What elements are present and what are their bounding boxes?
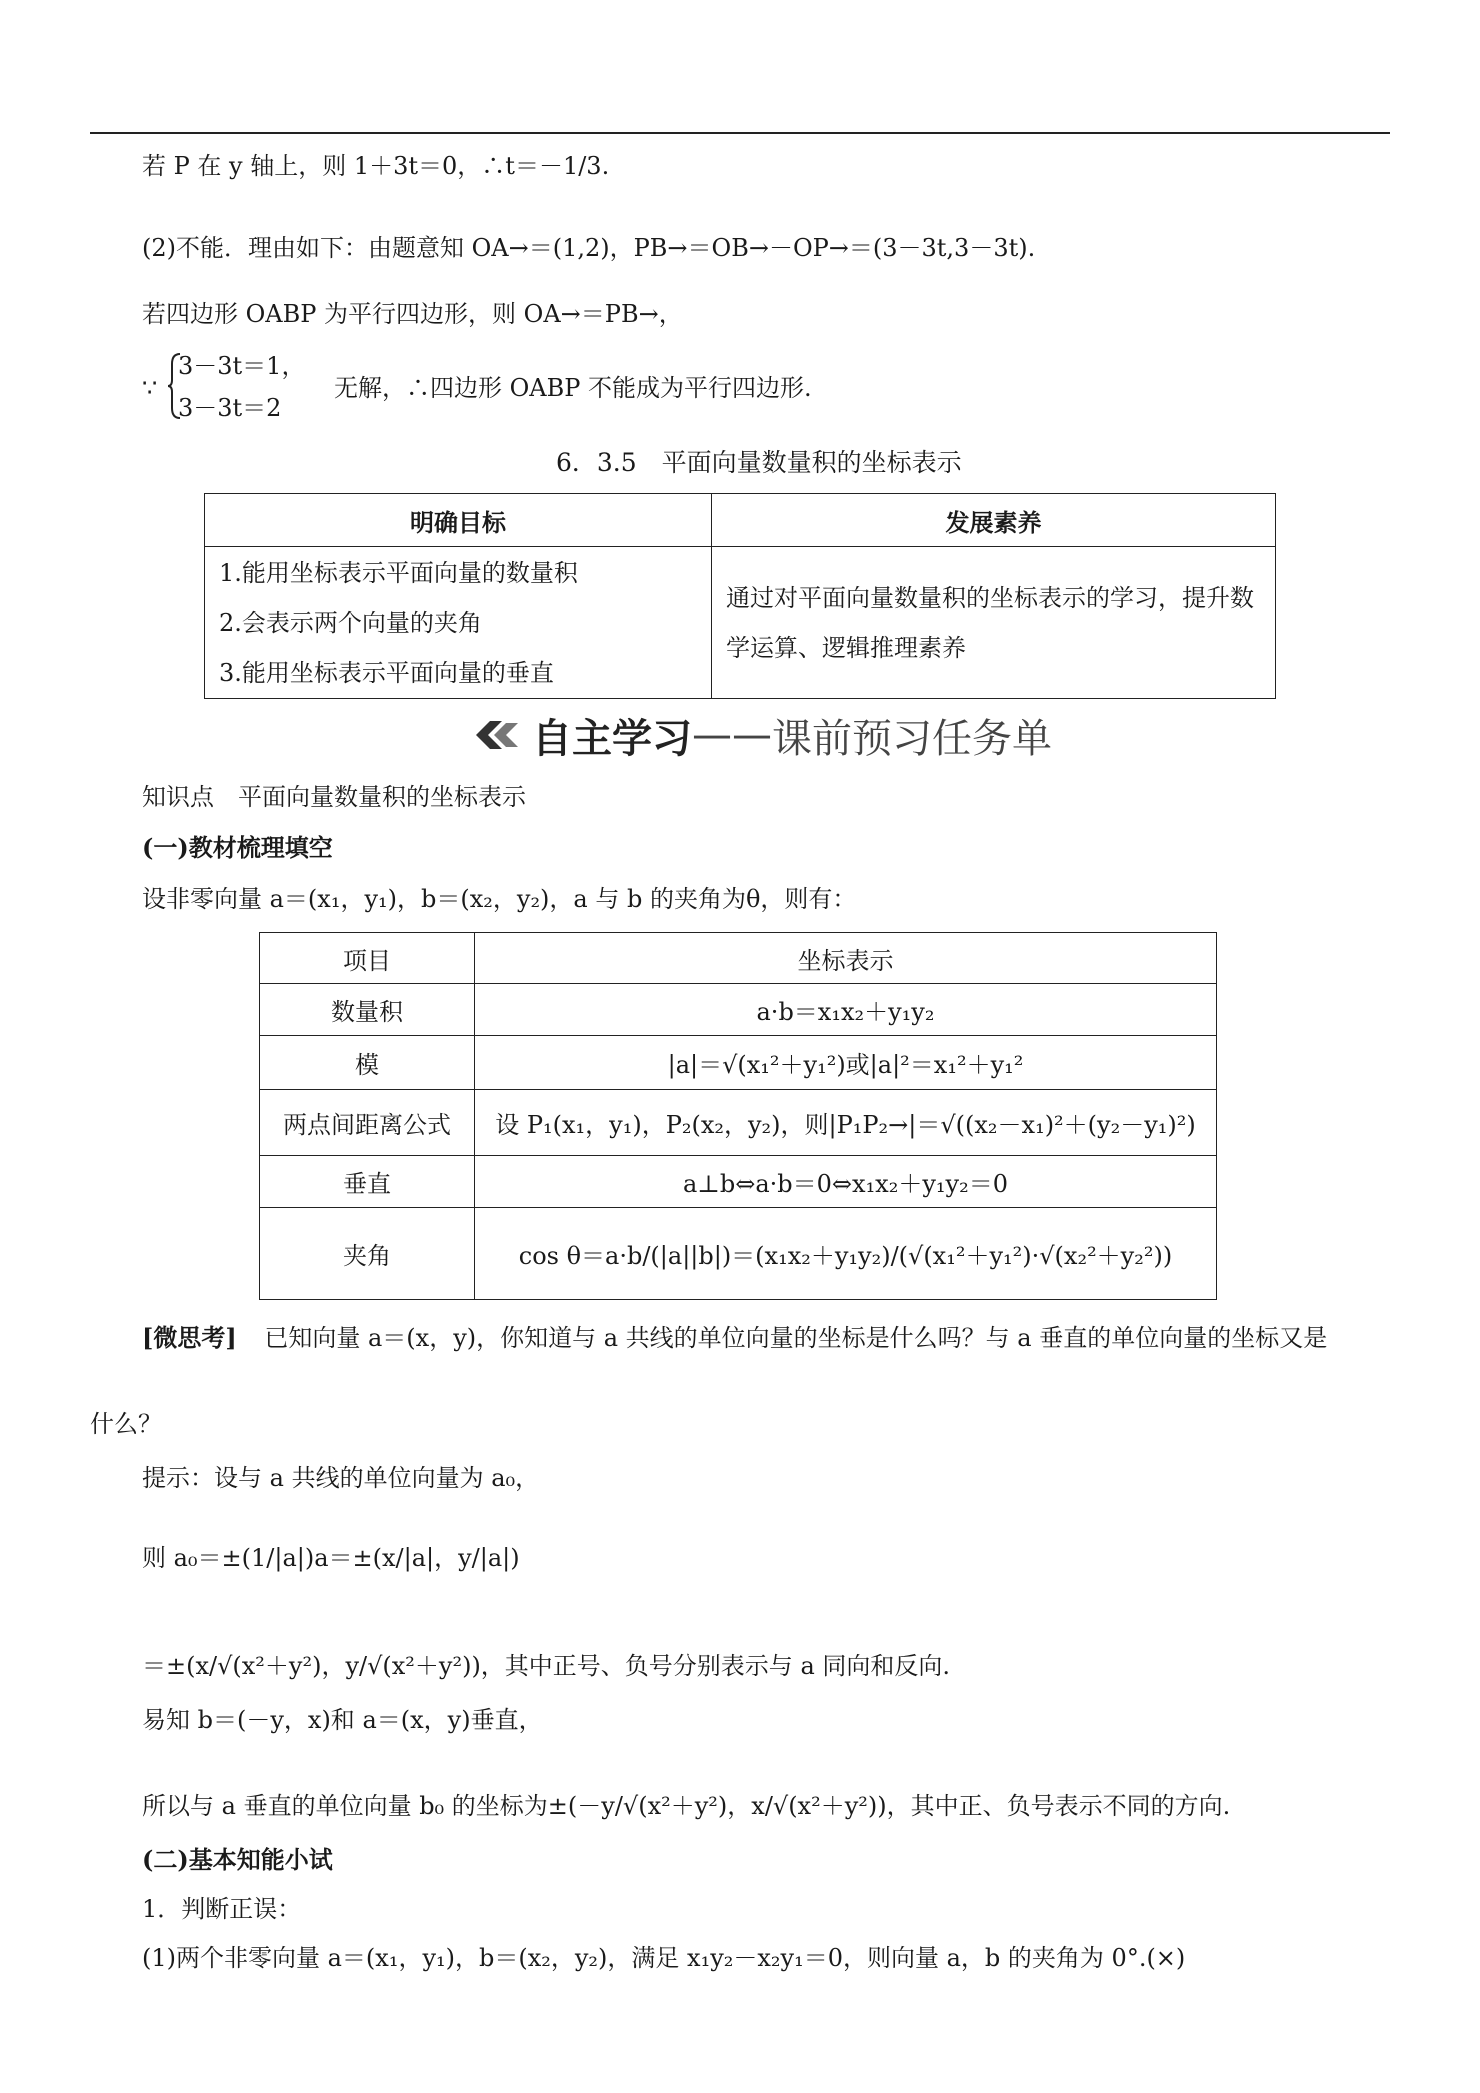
think-question: 已知向量 a＝(x，y)，你知道与 a 共线的单位向量的坐标是什么吗？与 a 垂直的单位向量的坐标又是 [264, 1324, 1328, 1352]
think-label: [微思考] [142, 1323, 237, 1352]
system-eq-2: 3－3t＝2 [178, 394, 282, 422]
part1-heading: (一)教材梳理填空 [142, 833, 333, 862]
hint-line-3: ＝±(x/√(x²＋y²)，y/√(x²＋y²))，其中正号、负号分别表示与 a 同向和反向. [142, 1652, 951, 1680]
goals-header: 明确目标 [205, 494, 712, 547]
item-header: 项目 [260, 933, 475, 984]
solution-line-1: 若 P 在 y 轴上，则 1＋3t＝0，∴t＝－1/3. [142, 152, 610, 180]
goal-item: 2.会表示两个向量的夹角 [219, 608, 482, 637]
table-row [260, 1036, 1217, 1090]
table-row [260, 1090, 1217, 1156]
solution-line-2: (2)不能．理由如下：由题意知 OA→＝(1,2)，PB→＝OB→－OP→＝(3－3t,3－3t). [142, 234, 1036, 262]
expr-header: 坐标表示 [475, 933, 1217, 984]
coord-table [259, 932, 1217, 1300]
question-1-item-1: (1)两个非零向量 a＝(x₁，y₁)，b＝(x₂，y₂)，满足 x₁y₂－x₂y₁＝0，则向量 a，b 的夹角为 0°.(×) [142, 1944, 1186, 1972]
literacy-cell: 通过对平面向量数量积的坐标表示的学习，提升数学运算、逻辑推理素养 [712, 547, 1276, 699]
solution-line-3: 若四边形 OABP 为平行四边形，则 OA→＝PB→， [142, 300, 683, 328]
goals-cell [205, 547, 712, 699]
banner-dash: —— [692, 712, 772, 758]
part2-heading: (二)基本知能小试 [142, 1845, 333, 1874]
table-row [260, 1156, 1217, 1208]
hint-line-4: 易知 b＝(－y，x)和 a＝(x，y)垂直， [142, 1706, 543, 1734]
row-item: 两点间距离公式 [260, 1090, 475, 1156]
row-expr: a⊥b⇔a·b＝0⇔x₁x₂＋y₁y₂＝0 [475, 1156, 1217, 1208]
study-logo-icon [472, 715, 524, 755]
system-eq-1: 3－3t＝1， [178, 352, 306, 380]
knowledge-point: 知识点 平面向量数量积的坐标表示 [142, 783, 526, 811]
intro-line: 设非零向量 a＝(x₁，y₁)，b＝(x₂，y₂)，a 与 b 的夹角为θ，则有： [142, 885, 857, 913]
think-line [142, 1322, 1327, 1354]
goal-item: 3.能用坐标表示平面向量的垂直 [219, 658, 554, 687]
row-expr: |a|＝√(x₁²＋y₁²)或|a|²＝x₁²＋y₁² [475, 1036, 1217, 1090]
row-expr: 设 P₁(x₁，y₁)，P₂(x₂，y₂)，则|P₁P₂→|＝√((x₂－x₁)²＋(y₂－y₁)²) [475, 1090, 1217, 1156]
goals-table [204, 493, 1276, 699]
row-expr: a·b＝x₁x₂＋y₁y₂ [475, 984, 1217, 1036]
think-question-end: 什么？ [90, 1410, 162, 1438]
row-item: 数量积 [260, 984, 475, 1036]
header-rule [90, 132, 1390, 134]
goal-item: 1.能用坐标表示平面向量的数量积 [219, 558, 578, 587]
hint-line-2: 则 a₀＝±(1/|a|)a＝±(x/|a|，y/|a|) [142, 1544, 520, 1572]
conclusion: 无解，∴四边形 OABP 不能成为平行四边形. [334, 374, 812, 402]
row-item: 模 [260, 1036, 475, 1090]
banner-sub: 课前预习任务单 [772, 715, 1052, 762]
hint-line-1: 提示：设与 a 共线的单位向量为 a₀， [142, 1464, 540, 1492]
table-row [260, 984, 1217, 1036]
question-1: 1．判断正误： [142, 1895, 302, 1923]
hint-line-5: 所以与 a 垂直的单位向量 b₀ 的坐标为±(－y/√(x²＋y²)，x/√(x²＋y²))，其中正、负号表示不同的方向. [142, 1792, 1231, 1820]
table-row [260, 1208, 1217, 1300]
banner-main: 自主学习 [532, 715, 692, 762]
literacy-header: 发展素养 [712, 494, 1276, 547]
section-banner [472, 708, 1052, 762]
row-expr: cos θ＝a·b/(|a||b|)＝(x₁x₂＋y₁y₂)/(√(x₁²＋y₁²)·√(x₂²＋y₂²)) [475, 1208, 1217, 1300]
row-item: 垂直 [260, 1156, 475, 1208]
section-title: 6．3.5 平面向量数量积的坐标表示 [556, 448, 962, 477]
because-symbol: ∵ [142, 374, 158, 402]
row-item: 夹角 [260, 1208, 475, 1300]
